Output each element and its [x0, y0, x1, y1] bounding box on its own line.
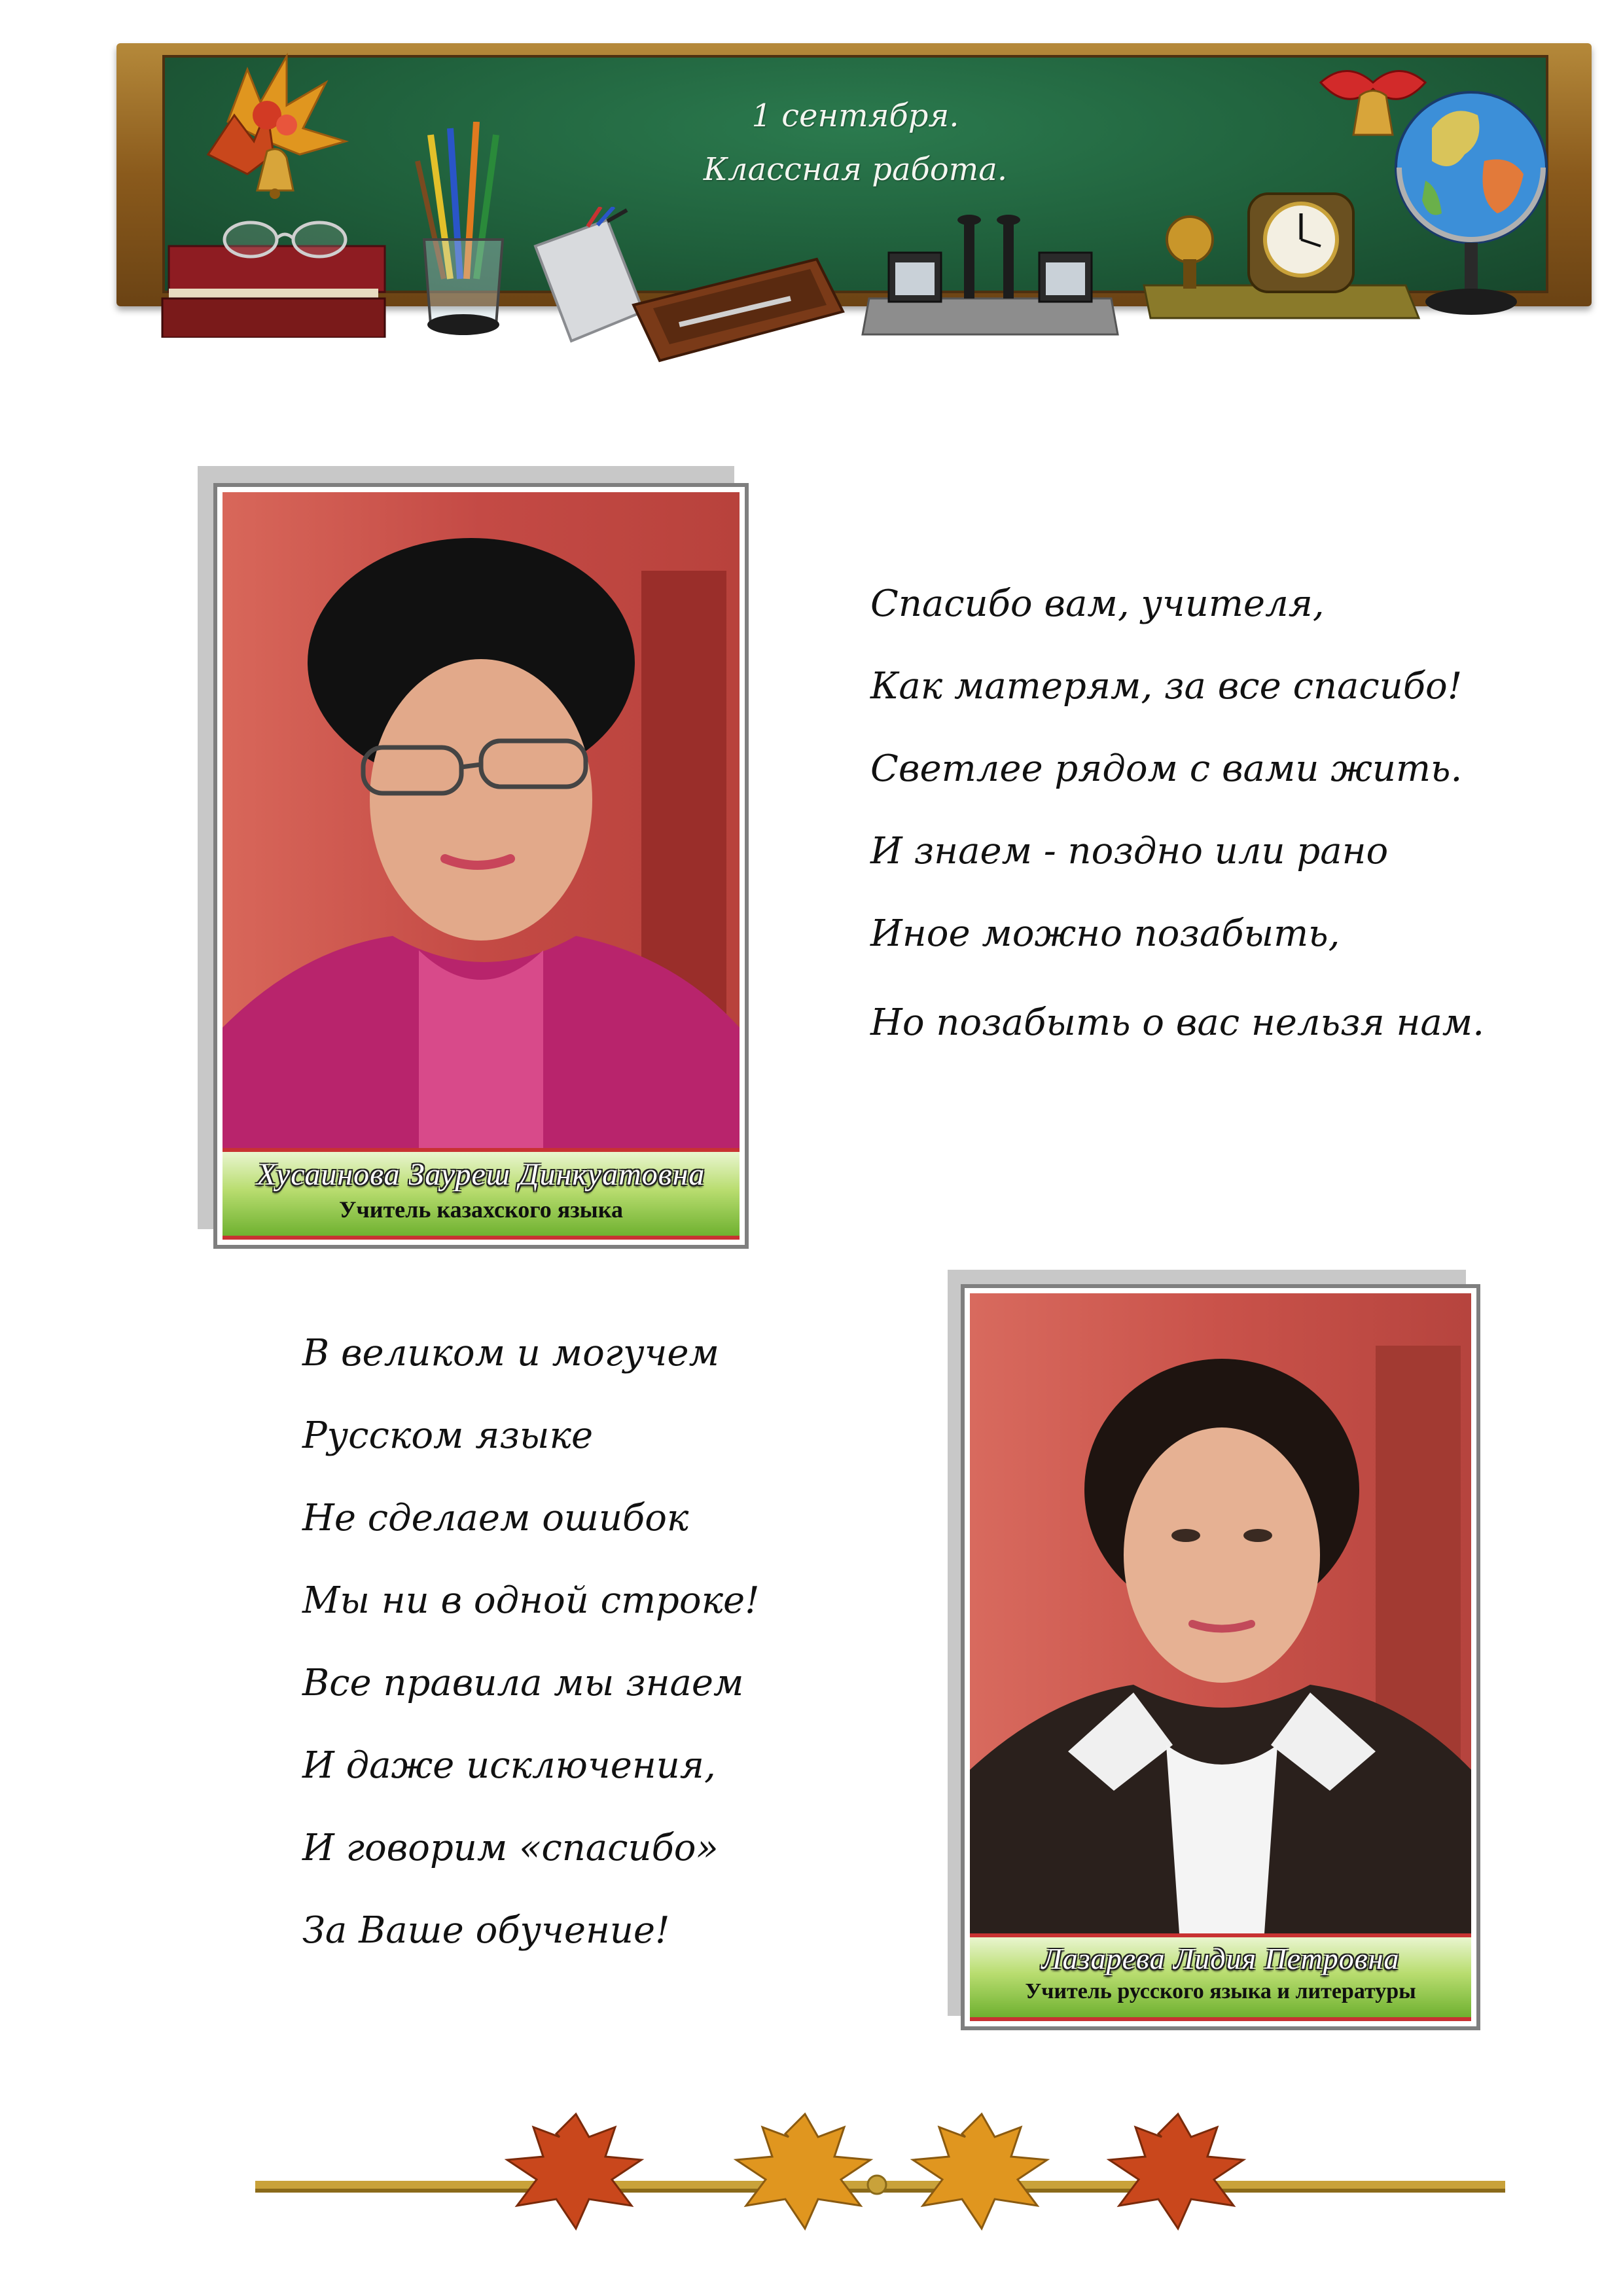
poem-1-line: Но позабыть о вас нельзя нам. [870, 1001, 1484, 1044]
teacher-caption-1 [223, 1148, 740, 1240]
banner-subtitle: Классная работа. [703, 151, 1008, 188]
teacher-caption-2 [970, 1933, 1471, 2021]
autumn-leaves-icon [188, 43, 359, 207]
poem-2-line: И говорим «спасибо» [302, 1827, 719, 1869]
maple-leaf-icon [507, 2114, 641, 2229]
inkwell-set-icon [856, 200, 1124, 344]
poem-2-line: Все правила мы знаем [302, 1662, 744, 1704]
poem-1-line: Спасибо вам, учителя, [870, 583, 1325, 625]
poem-1-line: И знаем - поздно или рано [870, 830, 1389, 872]
teacher-role-1: Учитель казахского языка [339, 1196, 623, 1223]
teacher-portrait-2 [961, 1284, 1480, 2030]
poem-2-line: Не сделаем ошибок [302, 1497, 689, 1539]
portrait-image-2 [970, 1293, 1471, 1933]
poem-1-line: Иное можно позабыть, [870, 912, 1340, 955]
pen-case-icon [627, 233, 849, 370]
portrait-image-1 [223, 492, 740, 1152]
teacher-name-1: Хусаинова Зауреш Динкуатовна [257, 1157, 705, 1192]
teacher-photo-1 [223, 492, 740, 1152]
teacher-portrait-1 [213, 483, 749, 1249]
header-banner [116, 43, 1592, 306]
poem-2-line: За Ваше обучение! [302, 1909, 670, 1952]
poem-2-line: Мы ни в одной строке! [302, 1579, 760, 1622]
maple-leaf-icon [736, 2114, 870, 2229]
globe-icon [1386, 50, 1556, 325]
maple-leaf-icon [1109, 2114, 1243, 2229]
clock-icon [1137, 154, 1425, 325]
banner-date: 1 сентября. [751, 98, 959, 134]
teacher-photo-2 [970, 1293, 1471, 1933]
poem-1 [870, 583, 1484, 1084]
poem-1-line: Светлее рядом с вами жить. [870, 747, 1463, 790]
pencil-cup-icon [404, 122, 522, 344]
glasses-icon [215, 213, 359, 266]
teacher-role-2: Учитель русского языка и литературы [1025, 1979, 1416, 2003]
poem-2 [302, 1332, 760, 1992]
poem-2-line: В великом и могучем [302, 1332, 719, 1374]
poem-1-line: Как матерям, за все спасибо! [870, 665, 1463, 708]
footer-leaf-border [249, 2108, 1512, 2238]
maple-leaf-icon [913, 2114, 1047, 2229]
poem-2-line: И даже исключения, [302, 1744, 716, 1787]
teacher-name-2: Лазарева Лидия Петровна [1041, 1942, 1400, 1975]
poem-2-line: Русском языке [302, 1414, 594, 1457]
